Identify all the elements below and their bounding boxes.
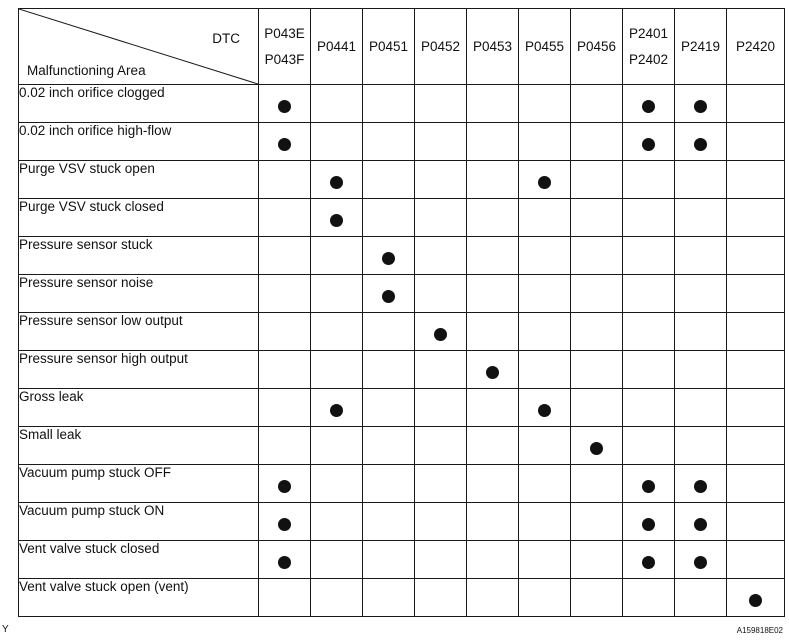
matrix-cell <box>727 389 785 427</box>
matrix-cell <box>623 503 675 541</box>
matrix-cell <box>467 123 519 161</box>
matrix-cell <box>259 579 311 617</box>
matrix-cell <box>519 123 571 161</box>
matrix-cell <box>727 85 785 123</box>
malfunction-area-label: 0.02 inch orifice clogged <box>19 85 259 123</box>
matrix-cell <box>363 465 415 503</box>
applicable-dot-icon <box>278 100 291 113</box>
matrix-cell <box>727 313 785 351</box>
malfunction-area-label: Vacuum pump stuck ON <box>19 503 259 541</box>
matrix-cell <box>467 199 519 237</box>
matrix-cell <box>259 123 311 161</box>
applicable-dot-icon <box>278 518 291 531</box>
matrix-cell <box>415 237 467 275</box>
matrix-cell <box>311 389 363 427</box>
dtc-column-header <box>675 9 727 85</box>
matrix-cell <box>623 351 675 389</box>
matrix-cell <box>415 351 467 389</box>
table-row <box>19 199 785 237</box>
table-row <box>19 237 785 275</box>
matrix-cell <box>467 275 519 313</box>
matrix-cell <box>675 161 727 199</box>
matrix-cell <box>623 199 675 237</box>
matrix-cell <box>623 313 675 351</box>
applicable-dot-icon <box>538 176 551 189</box>
malfunction-area-label: Vent valve stuck closed <box>19 541 259 579</box>
matrix-cell <box>467 579 519 617</box>
matrix-cell <box>519 237 571 275</box>
matrix-cell <box>519 275 571 313</box>
matrix-cell <box>259 503 311 541</box>
applicable-dot-icon <box>486 366 499 379</box>
applicable-dot-icon <box>694 518 707 531</box>
applicable-dot-icon <box>382 252 395 265</box>
matrix-cell <box>727 161 785 199</box>
matrix-cell <box>467 351 519 389</box>
header-row <box>19 9 785 85</box>
matrix-cell <box>311 351 363 389</box>
matrix-cell <box>623 161 675 199</box>
applicable-dot-icon <box>694 138 707 151</box>
dtc-matrix-table <box>18 8 785 617</box>
matrix-cell <box>571 123 623 161</box>
matrix-cell <box>363 503 415 541</box>
dtc-code: P0452 <box>420 38 461 54</box>
malfunction-area-label: 0.02 inch orifice high-flow <box>19 123 259 161</box>
table-row <box>19 465 785 503</box>
dtc-column-header <box>519 9 571 85</box>
matrix-cell <box>675 351 727 389</box>
matrix-cell <box>571 199 623 237</box>
table-row <box>19 389 785 427</box>
applicable-dot-icon <box>330 176 343 189</box>
matrix-cell <box>363 199 415 237</box>
malfunction-area-label: Pressure sensor high output <box>19 351 259 389</box>
matrix-cell <box>311 427 363 465</box>
matrix-cell <box>623 579 675 617</box>
matrix-cell <box>675 465 727 503</box>
matrix-cell <box>311 237 363 275</box>
footer-mark: Y <box>2 624 9 635</box>
matrix-cell <box>467 503 519 541</box>
dtc-code: P0456 <box>576 38 617 54</box>
matrix-cell <box>571 427 623 465</box>
malfunction-rows <box>19 85 785 617</box>
figure-id: A159818E02 <box>736 626 783 635</box>
matrix-cell <box>311 541 363 579</box>
matrix-cell <box>623 389 675 427</box>
matrix-cell <box>363 389 415 427</box>
applicable-dot-icon <box>694 100 707 113</box>
matrix-cell <box>415 389 467 427</box>
applicable-dot-icon <box>642 100 655 113</box>
matrix-cell <box>675 199 727 237</box>
table-row <box>19 427 785 465</box>
matrix-cell <box>623 541 675 579</box>
matrix-cell <box>363 237 415 275</box>
matrix-cell <box>415 465 467 503</box>
matrix-cell <box>363 427 415 465</box>
matrix-cell <box>415 503 467 541</box>
matrix-cell <box>467 541 519 579</box>
dtc-column-header <box>415 9 467 85</box>
matrix-cell <box>519 503 571 541</box>
matrix-cell <box>467 389 519 427</box>
matrix-cell <box>727 237 785 275</box>
matrix-cell <box>623 237 675 275</box>
matrix-cell <box>363 85 415 123</box>
matrix-cell <box>519 161 571 199</box>
matrix-cell <box>571 503 623 541</box>
matrix-cell <box>519 541 571 579</box>
malfunction-area-label: Pressure sensor low output <box>19 313 259 351</box>
matrix-cell <box>571 541 623 579</box>
matrix-cell <box>311 313 363 351</box>
matrix-cell <box>519 465 571 503</box>
table-row <box>19 161 785 199</box>
matrix-cell <box>467 161 519 199</box>
matrix-cell <box>259 161 311 199</box>
matrix-cell <box>727 541 785 579</box>
table-row <box>19 541 785 579</box>
matrix-cell <box>519 85 571 123</box>
matrix-cell <box>311 579 363 617</box>
matrix-cell <box>311 85 363 123</box>
matrix-cell <box>363 541 415 579</box>
table-row <box>19 351 785 389</box>
applicable-dot-icon <box>278 480 291 493</box>
table-row <box>19 85 785 123</box>
malfunction-area-label: Purge VSV stuck open <box>19 161 259 199</box>
matrix-cell <box>623 465 675 503</box>
dtc-code-secondary: P2402 <box>628 51 669 67</box>
malfunction-area-label: Pressure sensor stuck <box>19 237 259 275</box>
matrix-cell <box>363 123 415 161</box>
matrix-cell <box>623 275 675 313</box>
matrix-cell <box>519 199 571 237</box>
matrix-cell <box>675 237 727 275</box>
matrix-cell <box>467 313 519 351</box>
matrix-cell <box>571 351 623 389</box>
dtc-code: P043E <box>264 26 305 41</box>
matrix-cell <box>363 313 415 351</box>
matrix-cell <box>675 123 727 161</box>
matrix-cell <box>363 351 415 389</box>
matrix-cell <box>467 465 519 503</box>
matrix-cell <box>623 123 675 161</box>
table-row <box>19 313 785 351</box>
applicable-dot-icon <box>330 404 343 417</box>
malfunction-area-label: Pressure sensor noise <box>19 275 259 313</box>
matrix-cell <box>727 427 785 465</box>
matrix-cell <box>571 579 623 617</box>
applicable-dot-icon <box>749 594 762 607</box>
malfunction-area-label: Purge VSV stuck closed <box>19 199 259 237</box>
dtc-axis-label: DTC <box>212 31 240 46</box>
matrix-cell <box>571 275 623 313</box>
matrix-cell <box>571 389 623 427</box>
dtc-code: P0455 <box>524 38 565 54</box>
matrix-cell <box>311 503 363 541</box>
dtc-column-header <box>311 9 363 85</box>
matrix-cell <box>415 199 467 237</box>
matrix-cell <box>727 275 785 313</box>
matrix-cell <box>519 351 571 389</box>
matrix-cell <box>415 161 467 199</box>
matrix-cell <box>259 313 311 351</box>
matrix-cell <box>675 313 727 351</box>
matrix-cell <box>415 123 467 161</box>
matrix-cell <box>727 351 785 389</box>
matrix-cell <box>311 275 363 313</box>
dtc-code: P0441 <box>316 38 357 54</box>
applicable-dot-icon <box>590 442 603 455</box>
matrix-cell <box>675 427 727 465</box>
matrix-cell <box>311 123 363 161</box>
table-row <box>19 503 785 541</box>
matrix-cell <box>311 161 363 199</box>
applicable-dot-icon <box>694 556 707 569</box>
matrix-cell <box>259 465 311 503</box>
applicable-dot-icon <box>642 480 655 493</box>
matrix-cell <box>571 161 623 199</box>
corner-header-cell <box>19 9 259 85</box>
matrix-cell <box>259 85 311 123</box>
matrix-cell <box>415 427 467 465</box>
matrix-cell <box>415 85 467 123</box>
matrix-cell <box>727 123 785 161</box>
applicable-dot-icon <box>538 404 551 417</box>
matrix-cell <box>415 313 467 351</box>
dtc-code: P2419 <box>680 38 721 54</box>
malfunction-area-label: Small leak <box>19 427 259 465</box>
matrix-cell <box>415 579 467 617</box>
matrix-cell <box>727 199 785 237</box>
matrix-cell <box>415 275 467 313</box>
malfunction-area-label: Vent valve stuck open (vent) <box>19 579 259 617</box>
matrix-cell <box>259 275 311 313</box>
dtc-code: P2420 <box>735 38 776 54</box>
matrix-cell <box>363 161 415 199</box>
dtc-code-secondary: P043F <box>264 51 305 67</box>
applicable-dot-icon <box>642 138 655 151</box>
dtc-column-header <box>363 9 415 85</box>
matrix-cell <box>675 389 727 427</box>
dtc-column-header <box>727 9 785 85</box>
dtc-column-header <box>467 9 519 85</box>
matrix-cell <box>259 237 311 275</box>
dtc-column-header <box>259 9 311 85</box>
matrix-cell <box>571 237 623 275</box>
dtc-column-header <box>623 9 675 85</box>
applicable-dot-icon <box>382 290 395 303</box>
matrix-cell <box>259 541 311 579</box>
table-row <box>19 579 785 617</box>
matrix-cell <box>727 465 785 503</box>
matrix-cell <box>259 199 311 237</box>
table-row <box>19 123 785 161</box>
matrix-cell <box>675 541 727 579</box>
malfunction-area-axis-label: Malfunctioning Area <box>27 63 146 78</box>
dtc-code: P0451 <box>368 38 409 54</box>
malfunction-area-label: Vacuum pump stuck OFF <box>19 465 259 503</box>
applicable-dot-icon <box>278 556 291 569</box>
matrix-cell <box>675 503 727 541</box>
matrix-cell <box>259 351 311 389</box>
matrix-cell <box>519 313 571 351</box>
applicable-dot-icon <box>642 518 655 531</box>
applicable-dot-icon <box>642 556 655 569</box>
matrix-cell <box>571 465 623 503</box>
matrix-cell <box>259 427 311 465</box>
matrix-cell <box>519 389 571 427</box>
matrix-cell <box>623 427 675 465</box>
matrix-cell <box>727 579 785 617</box>
matrix-cell <box>675 85 727 123</box>
matrix-cell <box>363 275 415 313</box>
matrix-cell <box>311 199 363 237</box>
applicable-dot-icon <box>694 480 707 493</box>
applicable-dot-icon <box>278 138 291 151</box>
matrix-cell <box>623 85 675 123</box>
matrix-cell <box>311 465 363 503</box>
matrix-cell <box>675 579 727 617</box>
matrix-cell <box>467 237 519 275</box>
malfunction-area-label: Gross leak <box>19 389 259 427</box>
matrix-cell <box>519 579 571 617</box>
applicable-dot-icon <box>330 214 343 227</box>
matrix-cell <box>415 541 467 579</box>
applicable-dot-icon <box>434 328 447 341</box>
dtc-code: P0453 <box>472 38 513 54</box>
table-row <box>19 275 785 313</box>
matrix-cell <box>467 85 519 123</box>
matrix-cell <box>259 389 311 427</box>
matrix-cell <box>467 427 519 465</box>
matrix-cell <box>675 275 727 313</box>
dtc-column-header <box>571 9 623 85</box>
matrix-cell <box>571 313 623 351</box>
matrix-cell <box>363 579 415 617</box>
matrix-cell <box>727 503 785 541</box>
matrix-cell <box>571 85 623 123</box>
matrix-cell <box>519 427 571 465</box>
dtc-code: P2401 <box>628 26 669 41</box>
